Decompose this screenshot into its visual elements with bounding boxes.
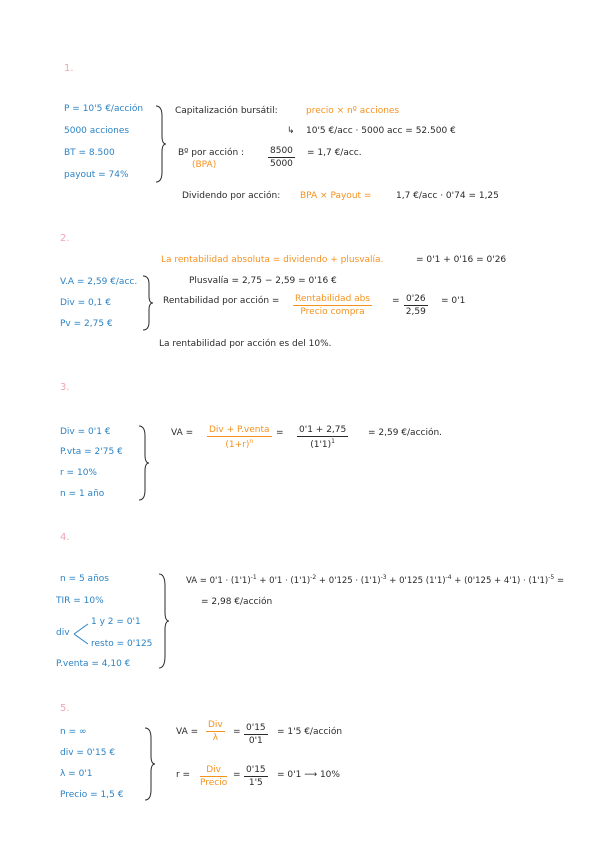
cap-calc: 10'5 €/acc · 5000 acc = 52.500 €: [306, 126, 456, 136]
data-pvta: P.vta = 2'75 €: [60, 447, 123, 457]
section-number-4: 4.: [60, 532, 70, 543]
data-pventa: P.venta = 4,10 €: [56, 659, 131, 669]
va-exp-4: -4: [445, 574, 452, 581]
r-formula-numerator: Div: [200, 765, 227, 777]
data-tir: TIR = 10%: [56, 596, 104, 606]
va5-value-fraction: [244, 723, 268, 746]
div-calc: 1,7 €/acc · 0'74 = 1,25: [396, 191, 499, 201]
va-label-3: VA =: [171, 428, 194, 438]
va-formula-fraction: [207, 425, 272, 450]
data-price: P = 10'5 €/acción: [64, 104, 144, 114]
va-term-2: + 0'1 · (1'1): [259, 575, 311, 586]
rent-value-numerator: 0'26: [406, 294, 426, 304]
va-tail-eq: =: [556, 575, 565, 586]
section-number-3: 3.: [60, 382, 70, 393]
brace-4: [157, 572, 171, 670]
data-payout: payout = 74%: [64, 170, 129, 180]
data-div: Div = 0'1 €: [60, 427, 111, 437]
r-formula-denominator: Precio: [200, 778, 228, 788]
va5-result: = 1'5 €/acción: [277, 727, 343, 737]
rent-result: = 0'1: [441, 296, 466, 306]
bpa-numerator: 8500: [270, 146, 293, 156]
data-div: Div = 0,1 €: [60, 298, 111, 308]
rent-denominator: Precio compra: [300, 307, 365, 317]
rent-numerator: Rentabilidad abs: [295, 294, 371, 304]
data-pv: Pv = 2,75 €: [60, 319, 113, 329]
va-formula-numerator: Div + P.venta: [209, 425, 270, 435]
r-value-denominator: 1'5: [248, 778, 263, 788]
r-eq: =: [233, 770, 241, 780]
r-result: = 0'1 ⟶ 10%: [277, 770, 340, 780]
va-term-4: + 0'125 (1'1): [389, 575, 446, 586]
data-precio: Precio = 1,5 €: [60, 790, 124, 800]
va-exp-5: -5: [548, 574, 555, 581]
conclusion-2: La rentabilidad por acción es del 10%.: [159, 339, 332, 349]
bpa-fraction: [268, 146, 295, 169]
div-formula: BPA × Payout =: [300, 191, 372, 201]
r-formula-fraction: [200, 765, 227, 788]
div-label: Dividendo por acción:: [182, 191, 281, 201]
va5-formula-numerator: Div: [208, 720, 223, 730]
r-label: r =: [176, 770, 191, 780]
va-term-5: + (0'125 + 4'1) · (1'1): [454, 575, 549, 586]
bpa-result: = 1,7 €/acc.: [307, 148, 362, 158]
va5-formula-fraction: [206, 720, 225, 743]
va-value-numerator: 0'1 + 2,75: [299, 425, 347, 435]
va-equation-4: [186, 574, 564, 586]
rent-formula-fraction: [293, 294, 372, 317]
va-value-fraction: [297, 425, 348, 450]
div-label: div: [56, 628, 70, 638]
va5-eq: =: [233, 727, 241, 737]
data-n: n = 5 años: [60, 574, 109, 584]
r-value-numerator: 0'15: [246, 765, 266, 775]
cap-label: Capitalización bursátil:: [175, 106, 278, 116]
va-formula-denominator: [207, 437, 272, 450]
va-result-4: = 2,98 €/acción: [201, 597, 273, 607]
va-eq-3: =: [276, 428, 284, 438]
va-term-3: + 0'125 · (1'1): [318, 575, 381, 586]
va5-value-numerator: 0'15: [246, 723, 266, 733]
rent-value-denominator: 2,59: [405, 307, 426, 317]
data-lambda: λ = 0'1: [60, 769, 93, 779]
brace-3: [137, 424, 151, 502]
brace-1: [154, 104, 168, 184]
rent-eq: =: [392, 296, 400, 306]
section-number-5: 5.: [60, 703, 70, 714]
va-value-denominator: [297, 437, 348, 450]
rent-label: Rentabilidad por acción =: [163, 296, 280, 306]
section-number-1: 1.: [64, 63, 74, 74]
va-label-5: VA =: [176, 727, 199, 737]
rent-value-fraction: [404, 294, 428, 317]
data-n: n = 1 año: [60, 489, 105, 499]
section-number-2: 2.: [60, 233, 70, 244]
va-exp-3: -3: [380, 574, 387, 581]
r-value-fraction: [244, 765, 268, 788]
va-formula-base: (1+r): [225, 440, 250, 450]
va-formula-exponent: n: [249, 438, 254, 445]
va5-formula-denominator: λ: [212, 733, 219, 743]
va-value-base: (1'1): [310, 440, 332, 450]
data-n: n = ∞: [60, 727, 87, 737]
div-first-years: 1 y 2 = 0'1: [91, 617, 141, 627]
va5-value-denominator: 0'1: [248, 736, 263, 746]
data-va: V.A = 2,59 €/acc.: [60, 277, 138, 287]
va-value-exponent: 1: [331, 438, 335, 445]
brace-2: [141, 274, 155, 332]
data-shares: 5000 acciones: [64, 126, 130, 136]
data-div: div = 0'15 €: [60, 748, 116, 758]
va-term-1: VA = 0'1 · (1'1): [186, 575, 251, 586]
brace-5: [143, 726, 157, 802]
abs-label: La rentabilidad absoluta = dividendo + plusvalía.: [161, 255, 384, 265]
va-exp-1: -1: [250, 574, 257, 581]
arrow-icon: ↳: [287, 126, 295, 136]
data-r: r = 10%: [60, 468, 97, 478]
va-result-3: = 2,59 €/acción.: [368, 428, 443, 438]
div-rest: resto = 0'125: [91, 639, 153, 649]
div-split-icon: [72, 620, 92, 648]
cap-formula: precio × nº acciones: [306, 106, 400, 116]
bpa-tag: (BPA): [192, 160, 217, 170]
abs-calc: = 0'1 + 0'16 = 0'26: [416, 255, 507, 265]
data-bt: BT = 8.500: [64, 148, 115, 158]
plusvalia: Plusvalía = 2,75 − 2,59 = 0'16 €: [189, 276, 337, 286]
va-exp-2: -2: [310, 574, 317, 581]
bpa-denominator: 5000: [270, 159, 293, 169]
bpa-label: Bº por acción :: [178, 148, 245, 158]
